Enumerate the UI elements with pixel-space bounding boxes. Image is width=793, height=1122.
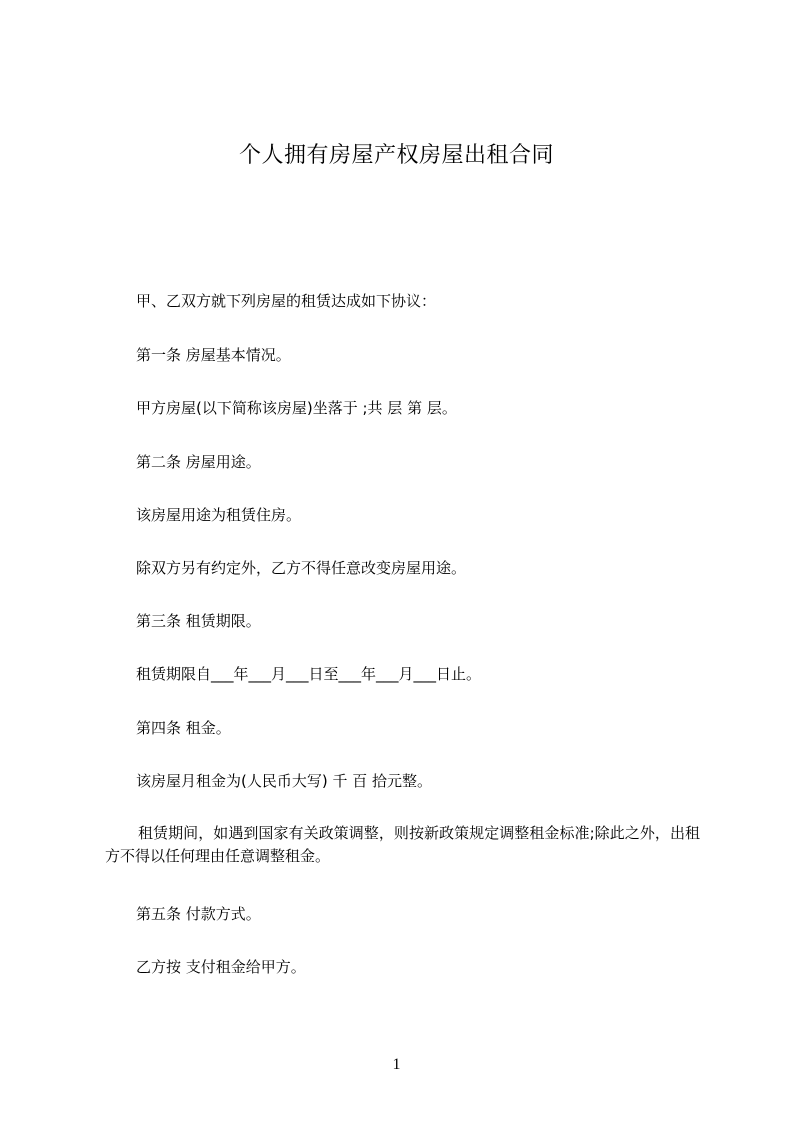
article-4-rent-adjustment: 租赁期间，如遇到国家有关政策调整，则按新政策规定调整租金标准;除此之外，出租方不得以任何理由任意调整租金。: [105, 824, 700, 865]
article-2-restriction: 除双方另有约定外，乙方不得任意改变房屋用途。: [136, 559, 467, 577]
page-number: 1: [392, 1056, 401, 1073]
document-title: 个人拥有房屋产权房屋出租合同: [238, 143, 554, 168]
article-4-rent-amount: 该房屋月租金为(人民币大写) 千 百 拾元整。: [136, 772, 433, 790]
article-2-heading: 第二条 房屋用途。: [136, 453, 261, 471]
article-4-heading: 第四条 租金。: [136, 719, 231, 737]
paragraph-agreement-intro: 甲、乙双方就下列房屋的租赁达成如下协议：: [136, 292, 437, 310]
article-1-heading: 第一条 房屋基本情况。: [136, 346, 291, 364]
article-3-term: 租赁期限自___年___月___日至___年___月___日止。: [136, 665, 482, 683]
article-2-purpose: 该房屋用途为租赁住房。: [136, 506, 302, 524]
article-5-heading: 第五条 付款方式。: [136, 905, 261, 923]
article-5-payment: 乙方按 支付租金给甲方。: [136, 958, 306, 976]
article-3-heading: 第三条 租赁期限。: [136, 612, 261, 630]
article-1-location: 甲方房屋(以下简称该房屋)坐落于 ;共 层 第 层。: [136, 399, 457, 417]
